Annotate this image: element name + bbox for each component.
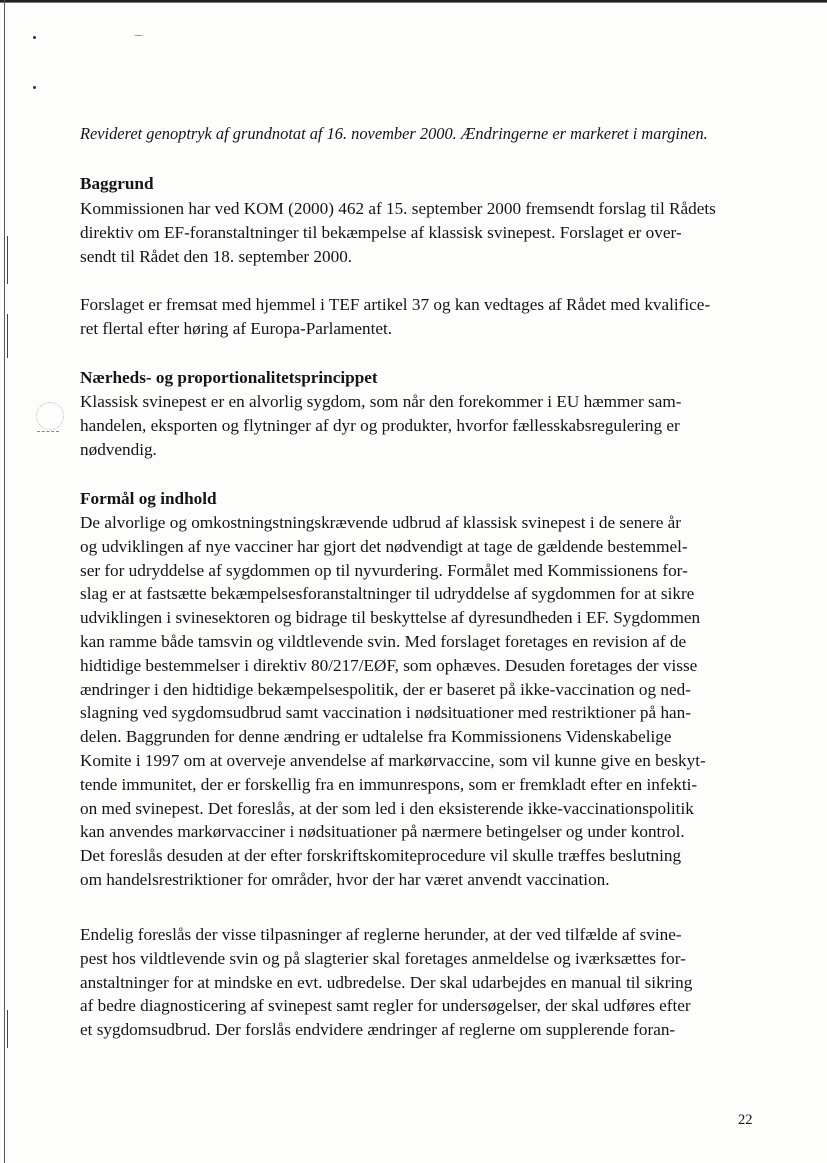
revision-margin-mark bbox=[7, 1010, 8, 1048]
text-line: et sygdomsudbrud. Der forslås endvidere ændringer af reglerne om supplerende foran- bbox=[80, 1020, 676, 1040]
text-line: Endelig foreslås der visse tilpasninger af reglerne herunder, at der ved tilfælde af svine- bbox=[80, 925, 682, 944]
revision-margin-mark bbox=[7, 314, 8, 358]
scan-top-border bbox=[0, 0, 827, 5]
text-line: ser for udryddelse af sygdommen op til nyvurdering. Formålet med Kommissionens for- bbox=[80, 560, 688, 580]
text-line: anstaltninger for at mindske en evt. udbredelse. Der skal udarbejdes en manual til sikring bbox=[80, 972, 693, 992]
text-line: Det foreslås desuden at der efter forskriftskomiteprocedure vil skulle træffes beslutning bbox=[80, 846, 682, 866]
text-line: delen. Baggrunden for denne ændring er udtalelse fra Kommissionens Videnskabelige bbox=[80, 727, 672, 747]
faint-stamp-mark bbox=[36, 402, 64, 430]
text-line: pest hos vildtlevende svin og på slagterier skal foretages anmeldelse og iværksættes for- bbox=[80, 948, 686, 968]
scan-left-edge bbox=[4, 0, 5, 1163]
text-line: direktiv om EF-foranstaltninger til bekæmpelse af klassisk svinepest. Forslaget er over- bbox=[80, 222, 682, 242]
section-heading-formaal: Formål og indhold bbox=[80, 489, 217, 508]
text-line: og udviklingen af nye vacciner har gjort det nødvendigt at tage de gældende bestemmel- bbox=[80, 536, 688, 556]
text-line: udviklingen i svinesektoren og bidrage til beskyttelse af dyresundheden i EF. Sygdommen bbox=[80, 608, 701, 628]
text-line: Komite i 1997 om at overveje anvendelse af markørvaccine, som vil kunne give en beskyt- bbox=[80, 750, 706, 770]
scan-speck bbox=[134, 35, 143, 36]
text-line: slag er at fastsætte bekæmpelsesforanstaltninger til udryddelse af sygdommen for at sikre bbox=[80, 584, 695, 604]
paragraph bbox=[80, 511, 760, 892]
text-line: nødvendig. bbox=[80, 439, 157, 459]
text-line: Kommissionen har ved KOM (2000) 462 af 15. september 2000 fremsendt forslag til Rådets bbox=[80, 199, 716, 218]
scan-speck bbox=[33, 36, 36, 39]
text-line: Klassisk svinepest er en alvorlig sygdom, som når den forekommer i EU hæmmer sam- bbox=[80, 392, 682, 411]
text-line: De alvorlige og omkostningstningskrævende udbrud af klassisk svinepest i de senere år bbox=[80, 513, 681, 532]
text-line: af bedre diagnosticering af svinepest samt regler for undersøgelser, der skal udføres efter bbox=[80, 996, 691, 1016]
text-line: sendt til Rådet den 18. september 2000. bbox=[80, 246, 353, 266]
text-line: om handelsrestriktioner for områder, hvor der har været anvendt vaccination. bbox=[80, 869, 610, 889]
scan-speck bbox=[33, 86, 36, 89]
revision-note: Revideret genoptryk af grundnotat af 16. november 2000. Ændringerne er markeret i marginen. bbox=[80, 124, 708, 143]
text-line: on med svinepest. Det foreslås, at der som led i den eksisterende ikke-vaccinationspolitik bbox=[80, 798, 694, 818]
paragraph bbox=[80, 197, 760, 268]
paragraph bbox=[80, 390, 760, 461]
section-heading-naerhed: Nærheds- og proportionalitetsprincippet bbox=[80, 368, 378, 387]
text-line: handelen, eksporten og flytninger af dyr og produkter, hvorfor fællesskabsregulering er bbox=[80, 415, 680, 435]
text-line: ændringer i den hidtidige bekæmpelsespolitik, der er baseret på ikke-vaccination og ned- bbox=[80, 679, 691, 699]
text-line: kan anvendes markørvacciner i nødsituationer på nærmere betingelser og under kontrol. bbox=[80, 822, 685, 842]
text-line: slagning ved sygdomsudbrud samt vaccination i nødsituationer med restriktioner på han- bbox=[80, 703, 691, 723]
text-line: kan ramme både tamsvin og vildtlevende svin. Med forslaget foretages en revision af de bbox=[80, 631, 687, 651]
paragraph bbox=[80, 293, 760, 341]
section-heading-baggrund: Baggrund bbox=[80, 174, 154, 193]
page-number: 22 bbox=[738, 1112, 753, 1128]
text-line: tende immunitet, der er forskellig fra en immunrespons, som er fremkladt efter en infekti- bbox=[80, 774, 698, 794]
text-line: Forslaget er fremsat med hjemmel i TEF artikel 37 og kan vedtages af Rådet med kvalifice- bbox=[80, 295, 711, 314]
paragraph bbox=[80, 923, 760, 1042]
text-line: hidtidige bestemmelser i direktiv 80/217/EØF, som ophæves. Desuden foretages der visse bbox=[80, 655, 698, 675]
text-line: ret flertal efter høring af Europa-Parlamentet. bbox=[80, 318, 393, 338]
revision-margin-mark bbox=[7, 236, 8, 284]
